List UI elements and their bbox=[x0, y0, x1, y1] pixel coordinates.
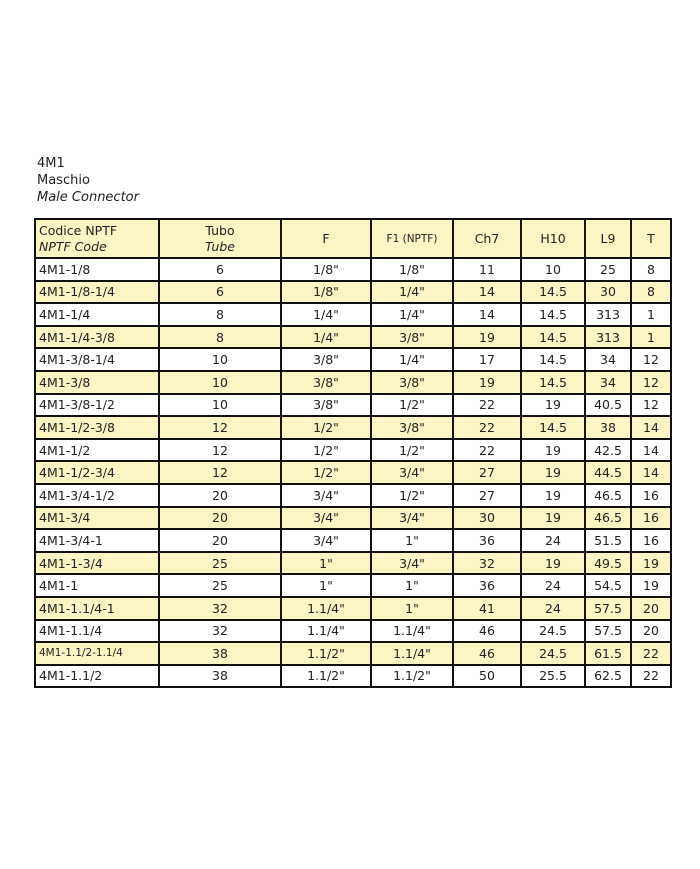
cell-ch7: 36 bbox=[453, 529, 521, 552]
cell-l9: 34 bbox=[585, 348, 631, 371]
cell-f1: 1/4" bbox=[371, 348, 453, 371]
cell-l9: 54.5 bbox=[585, 574, 631, 597]
cell-tube: 10 bbox=[159, 394, 281, 417]
cell-ch7: 17 bbox=[453, 348, 521, 371]
cell-h10: 19 bbox=[521, 507, 585, 530]
cell-t: 14 bbox=[631, 416, 671, 439]
header-code-english: NPTF Code bbox=[39, 238, 107, 254]
cell-f: 3/4" bbox=[281, 507, 371, 530]
cell-code: 4M1-1.1/4-1 bbox=[35, 597, 159, 620]
cell-h10: 14.5 bbox=[521, 416, 585, 439]
table-header-row bbox=[35, 219, 671, 258]
cell-t: 19 bbox=[631, 552, 671, 575]
cell-h10: 24 bbox=[521, 574, 585, 597]
cell-tube: 20 bbox=[159, 529, 281, 552]
header-tube bbox=[159, 219, 281, 258]
table-row bbox=[35, 303, 671, 326]
cell-tube: 25 bbox=[159, 552, 281, 575]
cell-l9: 42.5 bbox=[585, 439, 631, 462]
table-row bbox=[35, 665, 671, 688]
cell-tube: 12 bbox=[159, 416, 281, 439]
cell-h10: 24.5 bbox=[521, 620, 585, 643]
product-name-italian: Maschio bbox=[37, 173, 90, 188]
cell-ch7: 50 bbox=[453, 665, 521, 688]
cell-f: 3/4" bbox=[281, 529, 371, 552]
cell-f: 1.1/4" bbox=[281, 597, 371, 620]
cell-l9: 25 bbox=[585, 258, 631, 281]
cell-h10: 14.5 bbox=[521, 371, 585, 394]
header-h10: H10 bbox=[521, 219, 585, 258]
cell-tube: 12 bbox=[159, 461, 281, 484]
table-row bbox=[35, 439, 671, 462]
cell-code: 4M1-1/4 bbox=[35, 303, 159, 326]
cell-h10: 25.5 bbox=[521, 665, 585, 688]
cell-h10: 19 bbox=[521, 394, 585, 417]
cell-code: 4M1-1-3/4 bbox=[35, 552, 159, 575]
cell-f1: 3/4" bbox=[371, 552, 453, 575]
cell-l9: 44.5 bbox=[585, 461, 631, 484]
header-ch7: Ch7 bbox=[453, 219, 521, 258]
cell-code: 4M1-1/8-1/4 bbox=[35, 281, 159, 304]
cell-ch7: 22 bbox=[453, 394, 521, 417]
cell-l9: 34 bbox=[585, 371, 631, 394]
cell-t: 14 bbox=[631, 461, 671, 484]
cell-f1: 1/4" bbox=[371, 303, 453, 326]
cell-tube: 38 bbox=[159, 642, 281, 665]
cell-t: 16 bbox=[631, 484, 671, 507]
cell-f: 1" bbox=[281, 552, 371, 575]
cell-l9: 61.5 bbox=[585, 642, 631, 665]
cell-ch7: 19 bbox=[453, 371, 521, 394]
cell-f: 3/8" bbox=[281, 371, 371, 394]
header-f1-nptf: F1 (NPTF) bbox=[371, 219, 453, 258]
product-heading bbox=[37, 155, 139, 206]
cell-ch7: 46 bbox=[453, 642, 521, 665]
cell-tube: 38 bbox=[159, 665, 281, 688]
table-row bbox=[35, 461, 671, 484]
cell-t: 8 bbox=[631, 281, 671, 304]
cell-tube: 10 bbox=[159, 371, 281, 394]
cell-t: 12 bbox=[631, 348, 671, 371]
header-t: T bbox=[631, 219, 671, 258]
cell-l9: 313 bbox=[585, 303, 631, 326]
cell-ch7: 41 bbox=[453, 597, 521, 620]
header-code bbox=[35, 219, 159, 258]
table-row bbox=[35, 507, 671, 530]
cell-l9: 46.5 bbox=[585, 484, 631, 507]
cell-t: 14 bbox=[631, 439, 671, 462]
cell-f: 1.1/4" bbox=[281, 620, 371, 643]
table-row bbox=[35, 552, 671, 575]
cell-ch7: 19 bbox=[453, 326, 521, 349]
cell-f1: 1.1/4" bbox=[371, 620, 453, 643]
cell-t: 1 bbox=[631, 326, 671, 349]
cell-f: 1.1/2" bbox=[281, 665, 371, 688]
cell-t: 12 bbox=[631, 394, 671, 417]
cell-f1: 3/8" bbox=[371, 371, 453, 394]
cell-h10: 10 bbox=[521, 258, 585, 281]
header-f: F bbox=[281, 219, 371, 258]
cell-f: 1.1/2" bbox=[281, 642, 371, 665]
table-row bbox=[35, 371, 671, 394]
table-row bbox=[35, 529, 671, 552]
cell-t: 16 bbox=[631, 529, 671, 552]
product-code: 4M1 bbox=[37, 156, 65, 171]
table-row bbox=[35, 416, 671, 439]
cell-code: 4M1-1.1/2 bbox=[35, 665, 159, 688]
cell-ch7: 14 bbox=[453, 303, 521, 326]
cell-code: 4M1-3/4-1/2 bbox=[35, 484, 159, 507]
cell-f: 1/8" bbox=[281, 258, 371, 281]
table-row bbox=[35, 394, 671, 417]
cell-ch7: 22 bbox=[453, 439, 521, 462]
cell-l9: 62.5 bbox=[585, 665, 631, 688]
cell-t: 22 bbox=[631, 642, 671, 665]
cell-code: 4M1-1/2-3/8 bbox=[35, 416, 159, 439]
cell-tube: 32 bbox=[159, 597, 281, 620]
cell-ch7: 46 bbox=[453, 620, 521, 643]
cell-f1: 3/4" bbox=[371, 461, 453, 484]
table-row bbox=[35, 597, 671, 620]
table-body bbox=[35, 258, 671, 687]
cell-l9: 46.5 bbox=[585, 507, 631, 530]
table-row bbox=[35, 642, 671, 665]
table-row bbox=[35, 281, 671, 304]
cell-f1: 1" bbox=[371, 574, 453, 597]
cell-f1: 1" bbox=[371, 597, 453, 620]
cell-f1: 1/4" bbox=[371, 281, 453, 304]
product-name-english: Male Connector bbox=[37, 190, 139, 205]
cell-h10: 19 bbox=[521, 439, 585, 462]
cell-ch7: 27 bbox=[453, 484, 521, 507]
cell-h10: 19 bbox=[521, 552, 585, 575]
cell-f: 1/2" bbox=[281, 461, 371, 484]
cell-t: 12 bbox=[631, 371, 671, 394]
cell-tube: 20 bbox=[159, 484, 281, 507]
cell-tube: 20 bbox=[159, 507, 281, 530]
cell-tube: 6 bbox=[159, 258, 281, 281]
cell-f1: 1/2" bbox=[371, 439, 453, 462]
cell-ch7: 14 bbox=[453, 281, 521, 304]
cell-f1: 1/2" bbox=[371, 484, 453, 507]
cell-l9: 51.5 bbox=[585, 529, 631, 552]
table-row bbox=[35, 574, 671, 597]
cell-t: 8 bbox=[631, 258, 671, 281]
cell-code: 4M1-3/8-1/4 bbox=[35, 348, 159, 371]
table-row bbox=[35, 326, 671, 349]
table-row bbox=[35, 484, 671, 507]
cell-code: 4M1-3/8 bbox=[35, 371, 159, 394]
cell-tube: 32 bbox=[159, 620, 281, 643]
cell-l9: 38 bbox=[585, 416, 631, 439]
cell-code: 4M1-1.1/2-1.1/4 bbox=[35, 642, 159, 665]
cell-l9: 40.5 bbox=[585, 394, 631, 417]
cell-code: 4M1-3/8-1/2 bbox=[35, 394, 159, 417]
cell-h10: 24.5 bbox=[521, 642, 585, 665]
cell-h10: 19 bbox=[521, 484, 585, 507]
cell-code: 4M1-3/4 bbox=[35, 507, 159, 530]
cell-code: 4M1-1.1/4 bbox=[35, 620, 159, 643]
cell-tube: 10 bbox=[159, 348, 281, 371]
cell-t: 22 bbox=[631, 665, 671, 688]
cell-h10: 14.5 bbox=[521, 348, 585, 371]
cell-f: 3/4" bbox=[281, 484, 371, 507]
cell-l9: 313 bbox=[585, 326, 631, 349]
cell-code: 4M1-1/4-3/8 bbox=[35, 326, 159, 349]
cell-code: 4M1-1 bbox=[35, 574, 159, 597]
cell-ch7: 22 bbox=[453, 416, 521, 439]
cell-h10: 24 bbox=[521, 529, 585, 552]
table-row bbox=[35, 620, 671, 643]
cell-code: 4M1-1/2 bbox=[35, 439, 159, 462]
cell-f1: 1.1/2" bbox=[371, 665, 453, 688]
cell-ch7: 36 bbox=[453, 574, 521, 597]
header-tube-english: Tube bbox=[205, 238, 235, 254]
cell-f1: 3/8" bbox=[371, 416, 453, 439]
header-tube-italian: Tubo bbox=[205, 222, 235, 238]
dimensions-table bbox=[34, 218, 672, 688]
cell-h10: 14.5 bbox=[521, 303, 585, 326]
cell-t: 16 bbox=[631, 507, 671, 530]
header-l9: L9 bbox=[585, 219, 631, 258]
cell-code: 4M1-3/4-1 bbox=[35, 529, 159, 552]
cell-tube: 6 bbox=[159, 281, 281, 304]
cell-t: 1 bbox=[631, 303, 671, 326]
cell-ch7: 27 bbox=[453, 461, 521, 484]
cell-l9: 49.5 bbox=[585, 552, 631, 575]
cell-ch7: 32 bbox=[453, 552, 521, 575]
cell-f: 1/2" bbox=[281, 439, 371, 462]
cell-t: 19 bbox=[631, 574, 671, 597]
cell-f1: 1/8" bbox=[371, 258, 453, 281]
cell-f: 1/2" bbox=[281, 416, 371, 439]
cell-f1: 1/2" bbox=[371, 394, 453, 417]
cell-f1: 3/4" bbox=[371, 507, 453, 530]
cell-f: 3/8" bbox=[281, 348, 371, 371]
cell-tube: 12 bbox=[159, 439, 281, 462]
cell-tube: 8 bbox=[159, 303, 281, 326]
cell-f: 1/4" bbox=[281, 326, 371, 349]
cell-f: 1/8" bbox=[281, 281, 371, 304]
cell-t: 20 bbox=[631, 597, 671, 620]
header-code-italian: Codice NPTF bbox=[39, 222, 118, 238]
cell-h10: 14.5 bbox=[521, 281, 585, 304]
cell-f: 3/8" bbox=[281, 394, 371, 417]
cell-l9: 57.5 bbox=[585, 597, 631, 620]
cell-tube: 8 bbox=[159, 326, 281, 349]
cell-l9: 57.5 bbox=[585, 620, 631, 643]
cell-f1: 1.1/4" bbox=[371, 642, 453, 665]
cell-f: 1/4" bbox=[281, 303, 371, 326]
cell-code: 4M1-1/8 bbox=[35, 258, 159, 281]
table-row bbox=[35, 258, 671, 281]
cell-h10: 14.5 bbox=[521, 326, 585, 349]
cell-code: 4M1-1/2-3/4 bbox=[35, 461, 159, 484]
table-row bbox=[35, 348, 671, 371]
cell-f: 1" bbox=[281, 574, 371, 597]
cell-l9: 30 bbox=[585, 281, 631, 304]
cell-t: 20 bbox=[631, 620, 671, 643]
cell-h10: 24 bbox=[521, 597, 585, 620]
cell-ch7: 30 bbox=[453, 507, 521, 530]
cell-ch7: 11 bbox=[453, 258, 521, 281]
cell-f1: 3/8" bbox=[371, 326, 453, 349]
cell-tube: 25 bbox=[159, 574, 281, 597]
cell-h10: 19 bbox=[521, 461, 585, 484]
cell-f1: 1" bbox=[371, 529, 453, 552]
